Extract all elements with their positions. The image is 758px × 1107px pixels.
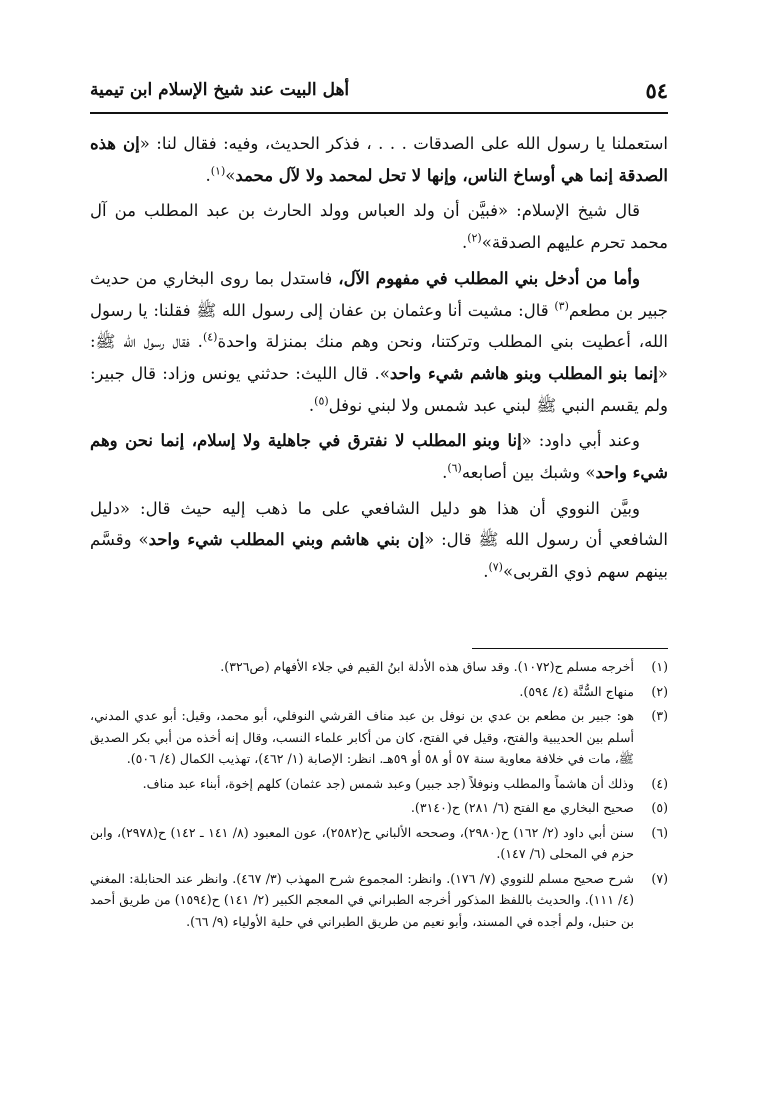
footnote-ref: (٣) xyxy=(554,299,569,313)
paragraph-1: استعملنا يا رسول الله على الصدقات . . . ، فذكر الحديث، وفيه: فقال لنا: «إن هذه الصدقة إنما هي أوساخ الناس، وإنها لا تحل لمحمد ولا لآل محمد»$^{(١)}$. xyxy=(90,134,668,185)
hadith-quote: إنما بنو المطلب وبنو هاشم شيء واحد xyxy=(389,363,658,383)
footnote-text: هو: جبير بن مطعم بن عدي بن نوفل بن عبد مناف القرشي النوفلي، أبو محمد، وقيل: أبو عدي المدني، أسلم بين الحديبية والفتح، وقيل في الفتح، كان من أكابر علماء النسب، وقال إنه أخذه من أبي بكر الصديق ﷺ، مات في خلافة معاوية سنة ٥٧ أو ٥٨ أو ٥٩هـ. انظر: الإصابة (١/ ٤٦٢)، تهذيب الكمال (٤/ ٥٠٦). xyxy=(90,708,634,766)
footnote-text: منهاج السُّنَّة (٤/ ٥٩٤). xyxy=(519,683,634,699)
footnote xyxy=(90,705,668,770)
footnote xyxy=(90,773,668,795)
footnote xyxy=(90,797,668,819)
footnote-ref: (٧) xyxy=(488,560,503,574)
footnote xyxy=(90,822,668,865)
paragraph-4: وعند أبي داود: «إنا وبنو المطلب لا نفترق في جاهلية ولا إسلام، إنما نحن وهم شيء واحد» وشبك بين أصابعه$^{(٦)}$. xyxy=(90,431,668,483)
footnote-number: (٢) xyxy=(651,683,668,699)
footnote-separator xyxy=(472,648,668,649)
main-text xyxy=(90,128,668,588)
footnote-text: صحيح البخاري مع الفتح (٦/ ٢٨١) ح(٣١٤٠). xyxy=(410,800,634,815)
footnote xyxy=(90,656,668,678)
footnote-number: (٣) xyxy=(651,708,668,723)
footnote-number: (٦) xyxy=(651,824,668,840)
paragraph-2: قال شيخ الإسلام: «فبيَّن أن ولد العباس وولد الحارث بن عبد المطلب من آل محمد تحرم عليهم الصدقة»$^{(٢)}$. xyxy=(90,201,668,253)
footnote-text: أخرجه مسلم ح(١٠٧٢). وقد ساق هذه الأدلة ابنُ القيم في جلاء الأفهام (ص٣٢٦). xyxy=(220,659,634,674)
footnote-ref: (١) xyxy=(210,164,226,178)
hadith-quote: إنا وبنو المطلب لا نفترق في جاهلية ولا إسلام، إنما نحن وهم شيء واحد xyxy=(90,431,668,483)
running-title: أهل البيت عند شيخ الإسلام ابن تيمية xyxy=(90,80,350,100)
footnote-ref: (٦) xyxy=(447,461,462,475)
paragraph-3: وأما من أدخل بني المطلب في مفهوم الآل، فاستدل بما روى البخاري من حديث جبير بن مطعم$^{(٣)}$ قال: مشيت أنا وعثمان بن عفان إلى رسول الله ﷺ فقلنا: يا رسول الله، أعطيت بني المطلب وتركتنا، ونحن وهم منك بمنزلة واحدة$^{(٤)}$. فقال رسول الله ﷺ: «إنما بنو المطلب وبنو هاشم شيء واحد». قال الليث: حدثني يونس وزاد: قال جبير: ولم يقسم النبي ﷺ لبني عبد شمس ولا لبني نوفل$^{(٥)}$. xyxy=(90,268,669,415)
footnote xyxy=(90,868,668,933)
footnote-ref: (٥) xyxy=(314,394,329,408)
footnote-text: سنن أبي داود (٢/ ١٦٢) ح(٢٩٨٠)، وصححه الألباني ح(٢٥٨٢)، عون المعبود (٨/ ١٤١ ـ ١٤٢) ح(٢٩٧٨)، وابن حزم في المحلى (٦/ ١٤٧). xyxy=(90,824,635,861)
header-rule xyxy=(90,112,668,114)
hadith-quote: إن بني هاشم وبني المطلب شيء واحد xyxy=(148,530,425,550)
footnote-number: (١) xyxy=(651,659,668,674)
paragraph-5: وبيَّن النووي أن هذا هو دليل الشافعي على ما ذهب إليه حيث قال: «دليل الشافعي أن رسول الله ﷺ قال: «إن بني هاشم وبني المطلب شيء واحد» وقسَّم بينهم سهم ذوي القربى»$^{(٧)}$. xyxy=(90,498,668,582)
footnote-number: (٧) xyxy=(651,870,668,886)
footnote-number: (٥) xyxy=(651,800,668,815)
footnote xyxy=(90,681,668,703)
footnotes xyxy=(90,656,668,932)
page-header xyxy=(90,78,668,110)
footnote-text: وذلك أن هاشماً والمطلب ونوفلاً (جد جبير) وعبد شمس (جد عثمان) كلهم إخوة، أبناء عبد مناف. xyxy=(142,775,634,791)
page-number: ٥٤ xyxy=(645,78,668,103)
footnote-ref: (٢) xyxy=(467,231,482,245)
footnote-ref: (٤) xyxy=(202,330,218,344)
hadith-quote: إن هذه الصدقة إنما هي أوساخ الناس، وإنها لا تحل لمحمد ولا لآل محمد xyxy=(90,134,668,185)
footnote-text: شرح صحيح مسلم للنووي (٧/ ١٧٦). وانظر: المجموع شرح المهذب (٣/ ٤٦٧). وانظر عند الحنابلة: المغني (٤/ ١١١). والحديث باللفظ المذكور أخرجه الطبراني في المعجم الكبير (٢/ ١٤١) ح(١٥٩٤) من طريق أحمد بن حنبل، ولم أجده في المسند، وأبو نعيم من طريق الطبراني في حلية الأولياء (٩/ ٦٦). xyxy=(90,870,634,929)
footnote-number: (٤) xyxy=(651,775,668,791)
bold-heading-phrase: وأما من أدخل بني المطلب في مفهوم الآل، xyxy=(338,268,640,288)
